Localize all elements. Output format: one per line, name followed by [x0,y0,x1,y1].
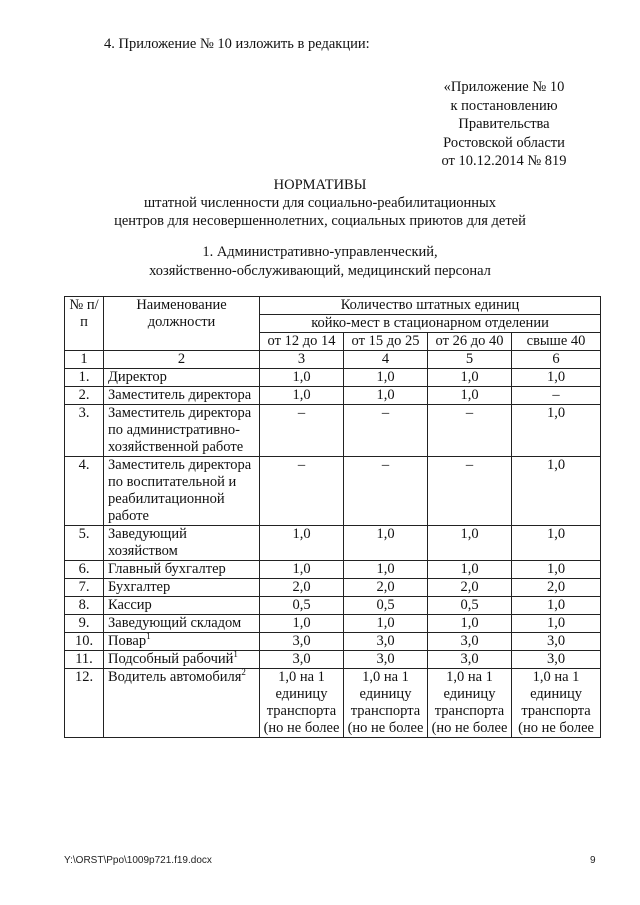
staff-units-value: 1,0 [260,387,344,405]
row-number: 5. [65,526,104,561]
staff-units-value: 1,0 [260,369,344,387]
staff-units-value: 1,0 [344,561,428,579]
document-subtitle-line: штатной численности для социально-реабилитационных [144,195,496,211]
table-row [65,405,601,457]
staff-units-value: 1,0 [512,561,601,579]
staff-units-value: 1,0 [344,615,428,633]
table-row [65,669,601,738]
position-name-cell [104,561,260,579]
staff-units-value: 1,0 [512,526,601,561]
staff-units-value: 1,0 [428,561,512,579]
intro-text: 4. Приложение № 10 изложить в редакции: [104,36,370,52]
staff-units-value: 0,5 [428,597,512,615]
table-row [65,615,601,633]
staff-units-value: – [428,457,512,526]
document-title: НОРМАТИВЫ [273,177,367,193]
staff-units-value: 0,5 [344,597,428,615]
position-name: Директор [108,369,167,385]
header-bed-range: свыше 40 [512,333,601,351]
staff-units-value: 2,0 [428,579,512,597]
table-row [65,387,601,405]
row-number: 9. [65,615,104,633]
section-heading-line: хозяйственно-обслуживающий, медицинский персонал [149,263,491,279]
table-row [65,561,601,579]
column-number: 1 [65,351,104,369]
header-staff-quantity: Количество штатных единиц [260,297,601,315]
footnote-marker: 1 [146,631,151,642]
row-number: 6. [65,561,104,579]
table-row [65,526,601,561]
row-number: 10. [65,633,104,651]
position-name-cell [104,526,260,561]
table-row [65,597,601,615]
position-name: Повар [108,633,147,649]
staff-units-value: – [260,457,344,526]
staff-units-value: – [260,405,344,457]
table-header-row [65,297,601,315]
column-number: 3 [260,351,344,369]
row-number: 4. [65,457,104,526]
footer-file-path: Y:\ORST\Ppo\1009p721.f19.docx [64,855,212,866]
row-number: 2. [65,387,104,405]
staff-units-value: 1,0 [512,369,601,387]
section-heading-line: 1. Административно-управленческий, [202,244,438,260]
column-number-row [65,351,601,369]
staff-units-value: 3,0 [428,651,512,669]
staff-units-value: 1,0 [428,387,512,405]
staff-units-value: 1,0 [260,526,344,561]
staff-units-value: – [344,405,428,457]
staff-units-value: 1,0 на 1 единицу транспорта (но не более [344,669,428,738]
row-number: 7. [65,579,104,597]
staff-units-value: 3,0 [260,651,344,669]
annex-line: от 10.12.2014 № 819 [441,153,567,169]
document-subtitle-line: центров для несовершеннолетних, социальных приютов для детей [114,213,526,229]
table-row [65,579,601,597]
annex-line: «Приложение № 10 [443,79,565,95]
row-number: 3. [65,405,104,457]
position-name: Заместитель директора по административно-хозяйственной работе [108,405,252,455]
position-name: Заведующий складом [108,615,242,631]
position-name-cell [104,597,260,615]
staff-units-value: 0,5 [260,597,344,615]
staff-units-value: 1,0 [344,369,428,387]
row-number: 1. [65,369,104,387]
row-number: 11. [65,651,104,669]
position-name: Водитель автомобиля [108,669,242,685]
position-name-cell [104,387,260,405]
staff-units-value: – [428,405,512,457]
staff-units-value: 3,0 [512,633,601,651]
table-row [65,369,601,387]
staff-units-value: 1,0 на 1 единицу транспорта (но не более [512,669,601,738]
position-name: Заместитель директора [108,387,252,403]
row-number: 8. [65,597,104,615]
staff-units-value: 1,0 на 1 единицу транспорта (но не более [260,669,344,738]
table-row [65,633,601,651]
annex-line: к постановлению [450,97,558,114]
position-name-cell [104,457,260,526]
position-name: Подсобный рабочий [108,651,234,667]
column-number: 6 [512,351,601,369]
staff-units-value: 3,0 [512,651,601,669]
staff-units-value: 1,0 [344,387,428,405]
header-bed-range: от 26 до 40 [428,333,512,351]
staff-units-value: 2,0 [260,579,344,597]
staff-units-value: 1,0 [512,615,601,633]
staffing-norms-table [64,296,601,738]
staff-units-value: 2,0 [512,579,601,597]
staff-units-value: 1,0 [260,561,344,579]
position-name-cell [104,579,260,597]
staff-units-value: 3,0 [344,633,428,651]
staff-units-value: 1,0 [260,615,344,633]
table-row [65,457,601,526]
row-number: 12. [65,669,104,738]
table-row [65,651,601,669]
header-number: № п/п [65,297,104,351]
header-bed-range: от 15 до 25 [344,333,428,351]
staff-units-value: 1,0 [512,597,601,615]
staff-units-value: 3,0 [344,651,428,669]
staff-units-value: 3,0 [428,633,512,651]
position-name-cell [104,669,260,738]
header-beds: койко-мест в стационарном отделении [260,315,601,333]
staff-units-value: 1,0 [428,615,512,633]
position-name-cell [104,405,260,457]
position-name-cell [104,369,260,387]
footer-page-number: 9 [590,855,596,866]
column-number: 2 [104,351,260,369]
staff-units-value: 1,0 [512,405,601,457]
column-number: 4 [344,351,428,369]
staff-units-value: 1,0 [428,369,512,387]
footnote-marker: 1 [233,649,238,660]
table-body [65,369,601,738]
annex-line: Правительства [458,116,550,132]
staff-units-value: 1,0 [344,526,428,561]
position-name: Заведующий хозяйством [108,526,187,559]
position-name-cell [104,615,260,633]
footnote-marker: 2 [241,667,246,678]
staff-units-value: 1,0 на 1 единицу транспорта (но не более [428,669,512,738]
position-name-cell [104,633,260,651]
position-name-cell [104,651,260,669]
position-name: Кассир [108,597,152,613]
staff-units-value: 1,0 [428,526,512,561]
position-name: Бухгалтер [108,579,171,595]
staff-units-value: 1,0 [512,457,601,526]
staff-units-value: 2,0 [344,579,428,597]
staff-units-value: 3,0 [260,633,344,651]
staff-units-value: – [344,457,428,526]
header-position-name: Наименование должности [104,297,260,351]
header-bed-range: от 12 до 14 [260,333,344,351]
column-number: 5 [428,351,512,369]
annex-line: Ростовской области [443,134,565,151]
annex-reference [420,78,588,171]
position-name: Заместитель директора по воспитательной и реабилитационной работе [108,457,252,524]
staff-units-value: – [512,387,601,405]
position-name: Главный бухгалтер [108,561,226,577]
